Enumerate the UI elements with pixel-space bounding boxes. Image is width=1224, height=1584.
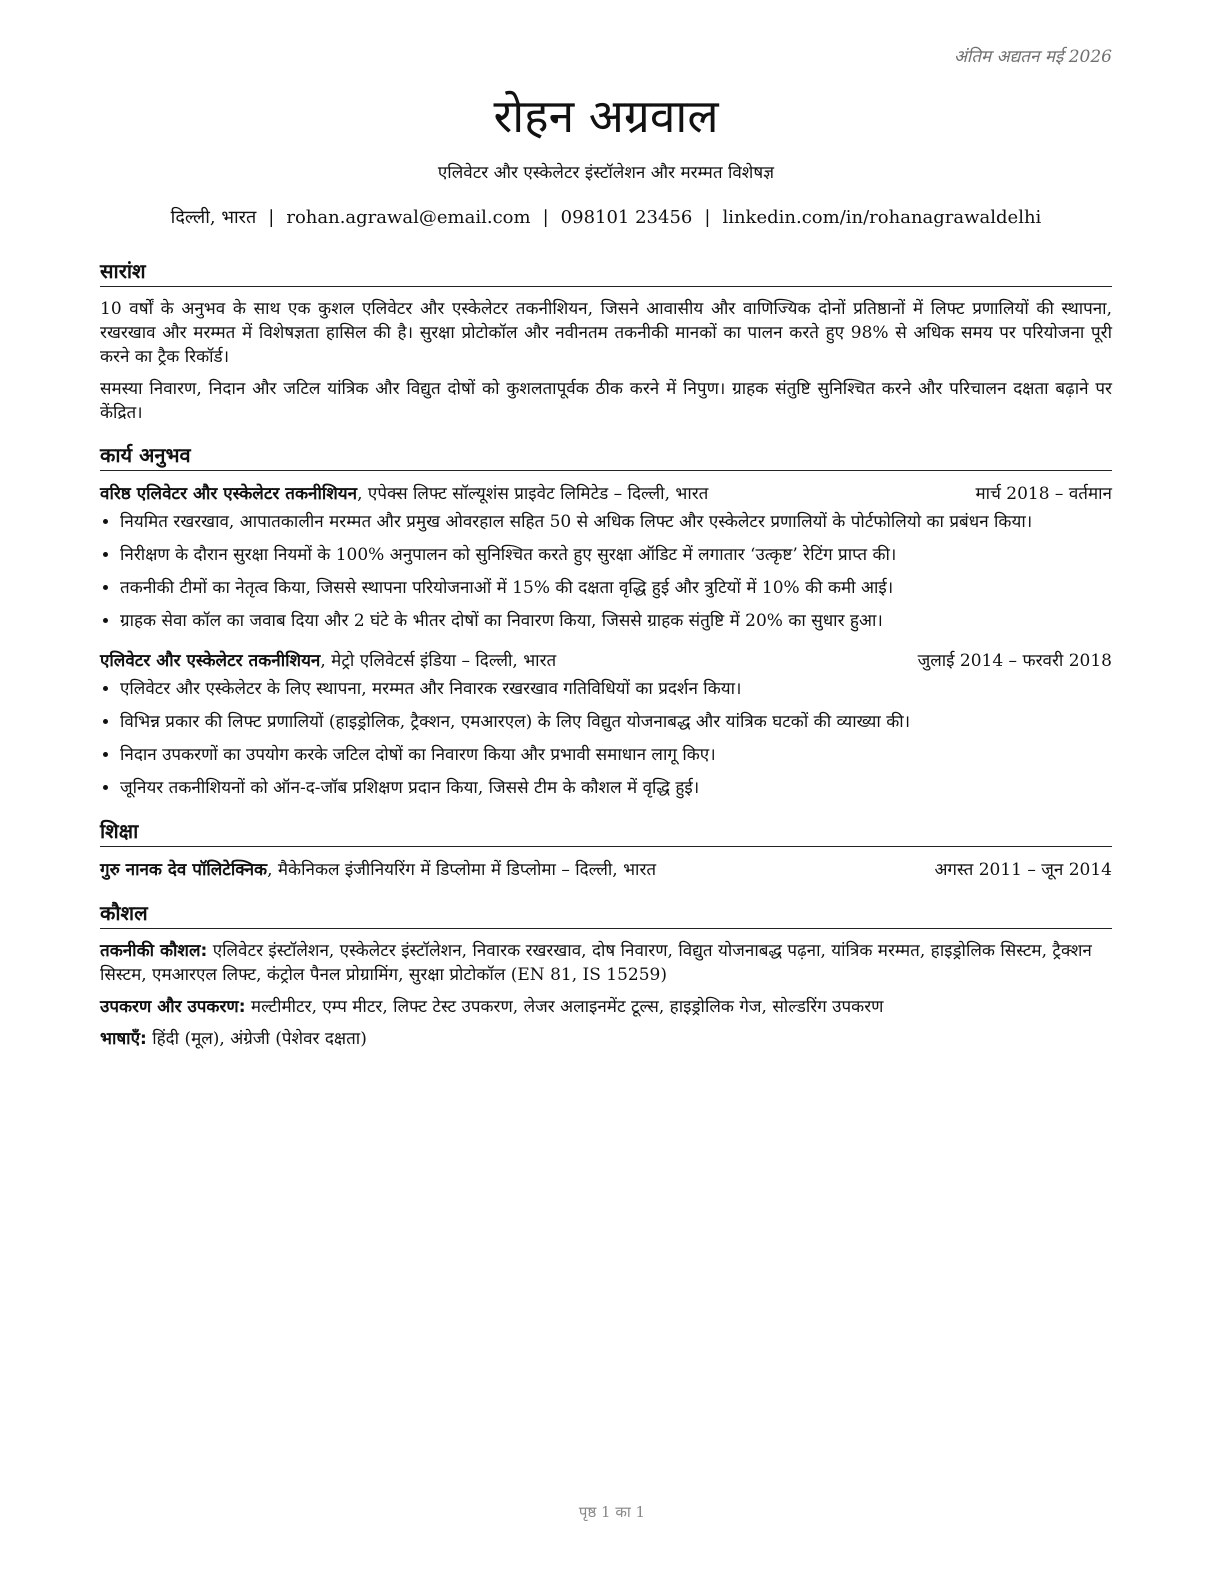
skill-line [100, 995, 1112, 1019]
email-link[interactable]: rohan.agrawal@email.com [286, 207, 531, 228]
job-entry [100, 648, 1112, 801]
education-heading: शिक्षा [100, 817, 1112, 847]
phone: 098101 23456 [560, 207, 693, 228]
list-item: • एलिवेटर और एस्केलेटर के लिए स्थापना, मरम्मत और निवारक रखरखाव गतिविधियों का प्रदर्शन किया। [120, 676, 1112, 702]
job-bullets [100, 509, 1112, 634]
list-item: • निदान उपकरणों का उपयोग करके जटिल दोषों का निवारण किया और प्रभावी समाधान लागू किए। [120, 742, 1112, 768]
list-item: • विभिन्न प्रकार की लिफ्ट प्रणालियों (हाइड्रोलिक, ट्रैक्शन, एमआरएल) के लिए विद्युत योजनाबद्ध और यांत्रिक घटकों की व्याख्या की। [120, 709, 1112, 735]
skill-line [100, 1027, 1112, 1051]
job-org: , एपेक्स लिफ्ट सॉल्यूशंस प्राइवेट लिमिटेड – दिल्ली, भारत [357, 484, 709, 504]
separator: | [542, 207, 549, 228]
skill-label: तकनीकी कौशल: [100, 941, 208, 961]
skill-text: एलिवेटर इंस्टॉलेशन, एस्केलेटर इंस्टॉलेशन, निवारक रखरखाव, दोष निवारण, विद्युत योजनाबद्ध पढ़ना, यांत्रिक मरम्मत, हाइड्रोलिक सिस्टम, ट्रैक्शन सिस्टम, एमआरएल लिफ्ट, कंट्रोल पैनल प्रोग्रामिंग, सुरक्षा प्रोटोकॉल (EN 81, IS 15259) [100, 941, 1092, 985]
separator: | [704, 207, 711, 228]
experience-heading: कार्य अनुभव [100, 441, 1112, 471]
skill-text: मल्टीमीटर, एम्प मीटर, लिफ्ट टेस्ट उपकरण, लेजर अलाइनमेंट टूल्स, हाइड्रोलिक गेज, सोल्डरिंग उपकरण [245, 997, 884, 1017]
summary-paragraph: 10 वर्षों के अनुभव के साथ एक कुशल एलिवेटर और एस्केलेटर तकनीशियन, जिसने आवासीय और वाणिज्यिक दोनों प्रतिष्ठानों में लिफ्ट प्रणालियों की स्थापना, रखरखाव और मरम्मत में विशेषज्ञता हासिल की है। सुरक्षा प्रोटोकॉल और नवीनतम तकनीकी मानकों का पालन करते हुए 98% से अधिक समय पर परियोजना पूरी करने का ट्रैक रिकॉर्ड। [100, 299, 1112, 367]
skill-label: भाषाएँ: [100, 1029, 147, 1049]
candidate-name: रोहन अग्रवाल [493, 89, 719, 143]
skills-heading: कौशल [100, 899, 1112, 929]
separator: | [268, 207, 275, 228]
job-entry [100, 481, 1112, 634]
list-item: • ग्राहक सेवा कॉल का जवाब दिया और 2 घंटे के भीतर दोषों का निवारण किया, जिससे ग्राहक संतुष्टि में 20% का सुधार हुआ। [120, 608, 1112, 634]
job-header [100, 648, 1112, 674]
job-header [100, 481, 1112, 507]
skill-line [100, 939, 1112, 987]
school-name: गुरु नानक देव पॉलिटेक्निक [100, 860, 268, 880]
education-dates: अगस्त 2011 – जून 2014 [934, 860, 1112, 880]
list-item: • निरीक्षण के दौरान सुरक्षा नियमों के 100% अनुपालन को सुनिश्चित करते हुए सुरक्षा ऑडिट में लगातार ‘उत्कृष्ट’ रेटिंग प्राप्त की। [120, 542, 1112, 568]
resume-page [100, 0, 1112, 1059]
degree: , मैकेनिकल इंजीनियरिंग में डिप्लोमा में डिप्लोमा – दिल्ली, भारत [267, 860, 657, 880]
list-item: • नियमित रखरखाव, आपातकालीन मरम्मत और प्रमुख ओवरहाल सहित 50 से अधिक लिफ्ट और एस्केलेटर प्रणालियों के पोर्टफोलियो का प्रबंधन किया। [120, 509, 1112, 535]
summary-heading: सारांश [100, 257, 1112, 287]
location: दिल्ली, भारत [170, 207, 257, 228]
education-entry [100, 857, 1112, 883]
job-role: एलिवेटर और एस्केलेटर तकनीशियन [100, 651, 321, 671]
page-number: पृष्ठ 1 का 1 [578, 1503, 646, 1521]
job-dates: मार्च 2018 – वर्तमान [975, 484, 1112, 504]
skill-label: उपकरण और उपकरण: [100, 997, 246, 1017]
summary-paragraph: समस्या निवारण, निदान और जटिल यांत्रिक और विद्युत दोषों को कुशलतापूर्वक ठीक करने में निपुण। ग्राहक संतुष्टि सुनिश्चित करने और परिचालन दक्षता बढ़ाने पर केंद्रित। [100, 379, 1112, 423]
job-dates: जुलाई 2014 – फरवरी 2018 [917, 651, 1112, 671]
last-updated: अंतिम अद्यतन मई 2026 [953, 47, 1112, 67]
contact-line [100, 205, 1112, 229]
list-item: • जूनियर तकनीशियनों को ऑन-द-जॉब प्रशिक्षण प्रदान किया, जिससे टीम के कौशल में वृद्धि हुई। [120, 775, 1112, 801]
job-bullets [100, 676, 1112, 801]
skill-text: हिंदी (मूल), अंग्रेजी (पेशेवर दक्षता) [146, 1029, 367, 1049]
job-role: वरिष्ठ एलिवेटर और एस्केलेटर तकनीशियन [100, 484, 358, 504]
list-item: • तकनीकी टीमों का नेतृत्व किया, जिससे स्थापना परियोजनाओं में 15% की दक्षता वृद्धि हुई और त्रुटियों में 10% की कमी आई। [120, 575, 1112, 601]
linkedin-link[interactable]: linkedin.com/in/rohanagrawaldelhi [722, 207, 1042, 228]
tagline: एलिवेटर और एस्केलेटर इंस्टॉलेशन और मरम्मत विशेषज्ञ [437, 163, 775, 183]
job-org: , मेट्रो एलिवेटर्स इंडिया – दिल्ली, भारत [320, 651, 557, 671]
